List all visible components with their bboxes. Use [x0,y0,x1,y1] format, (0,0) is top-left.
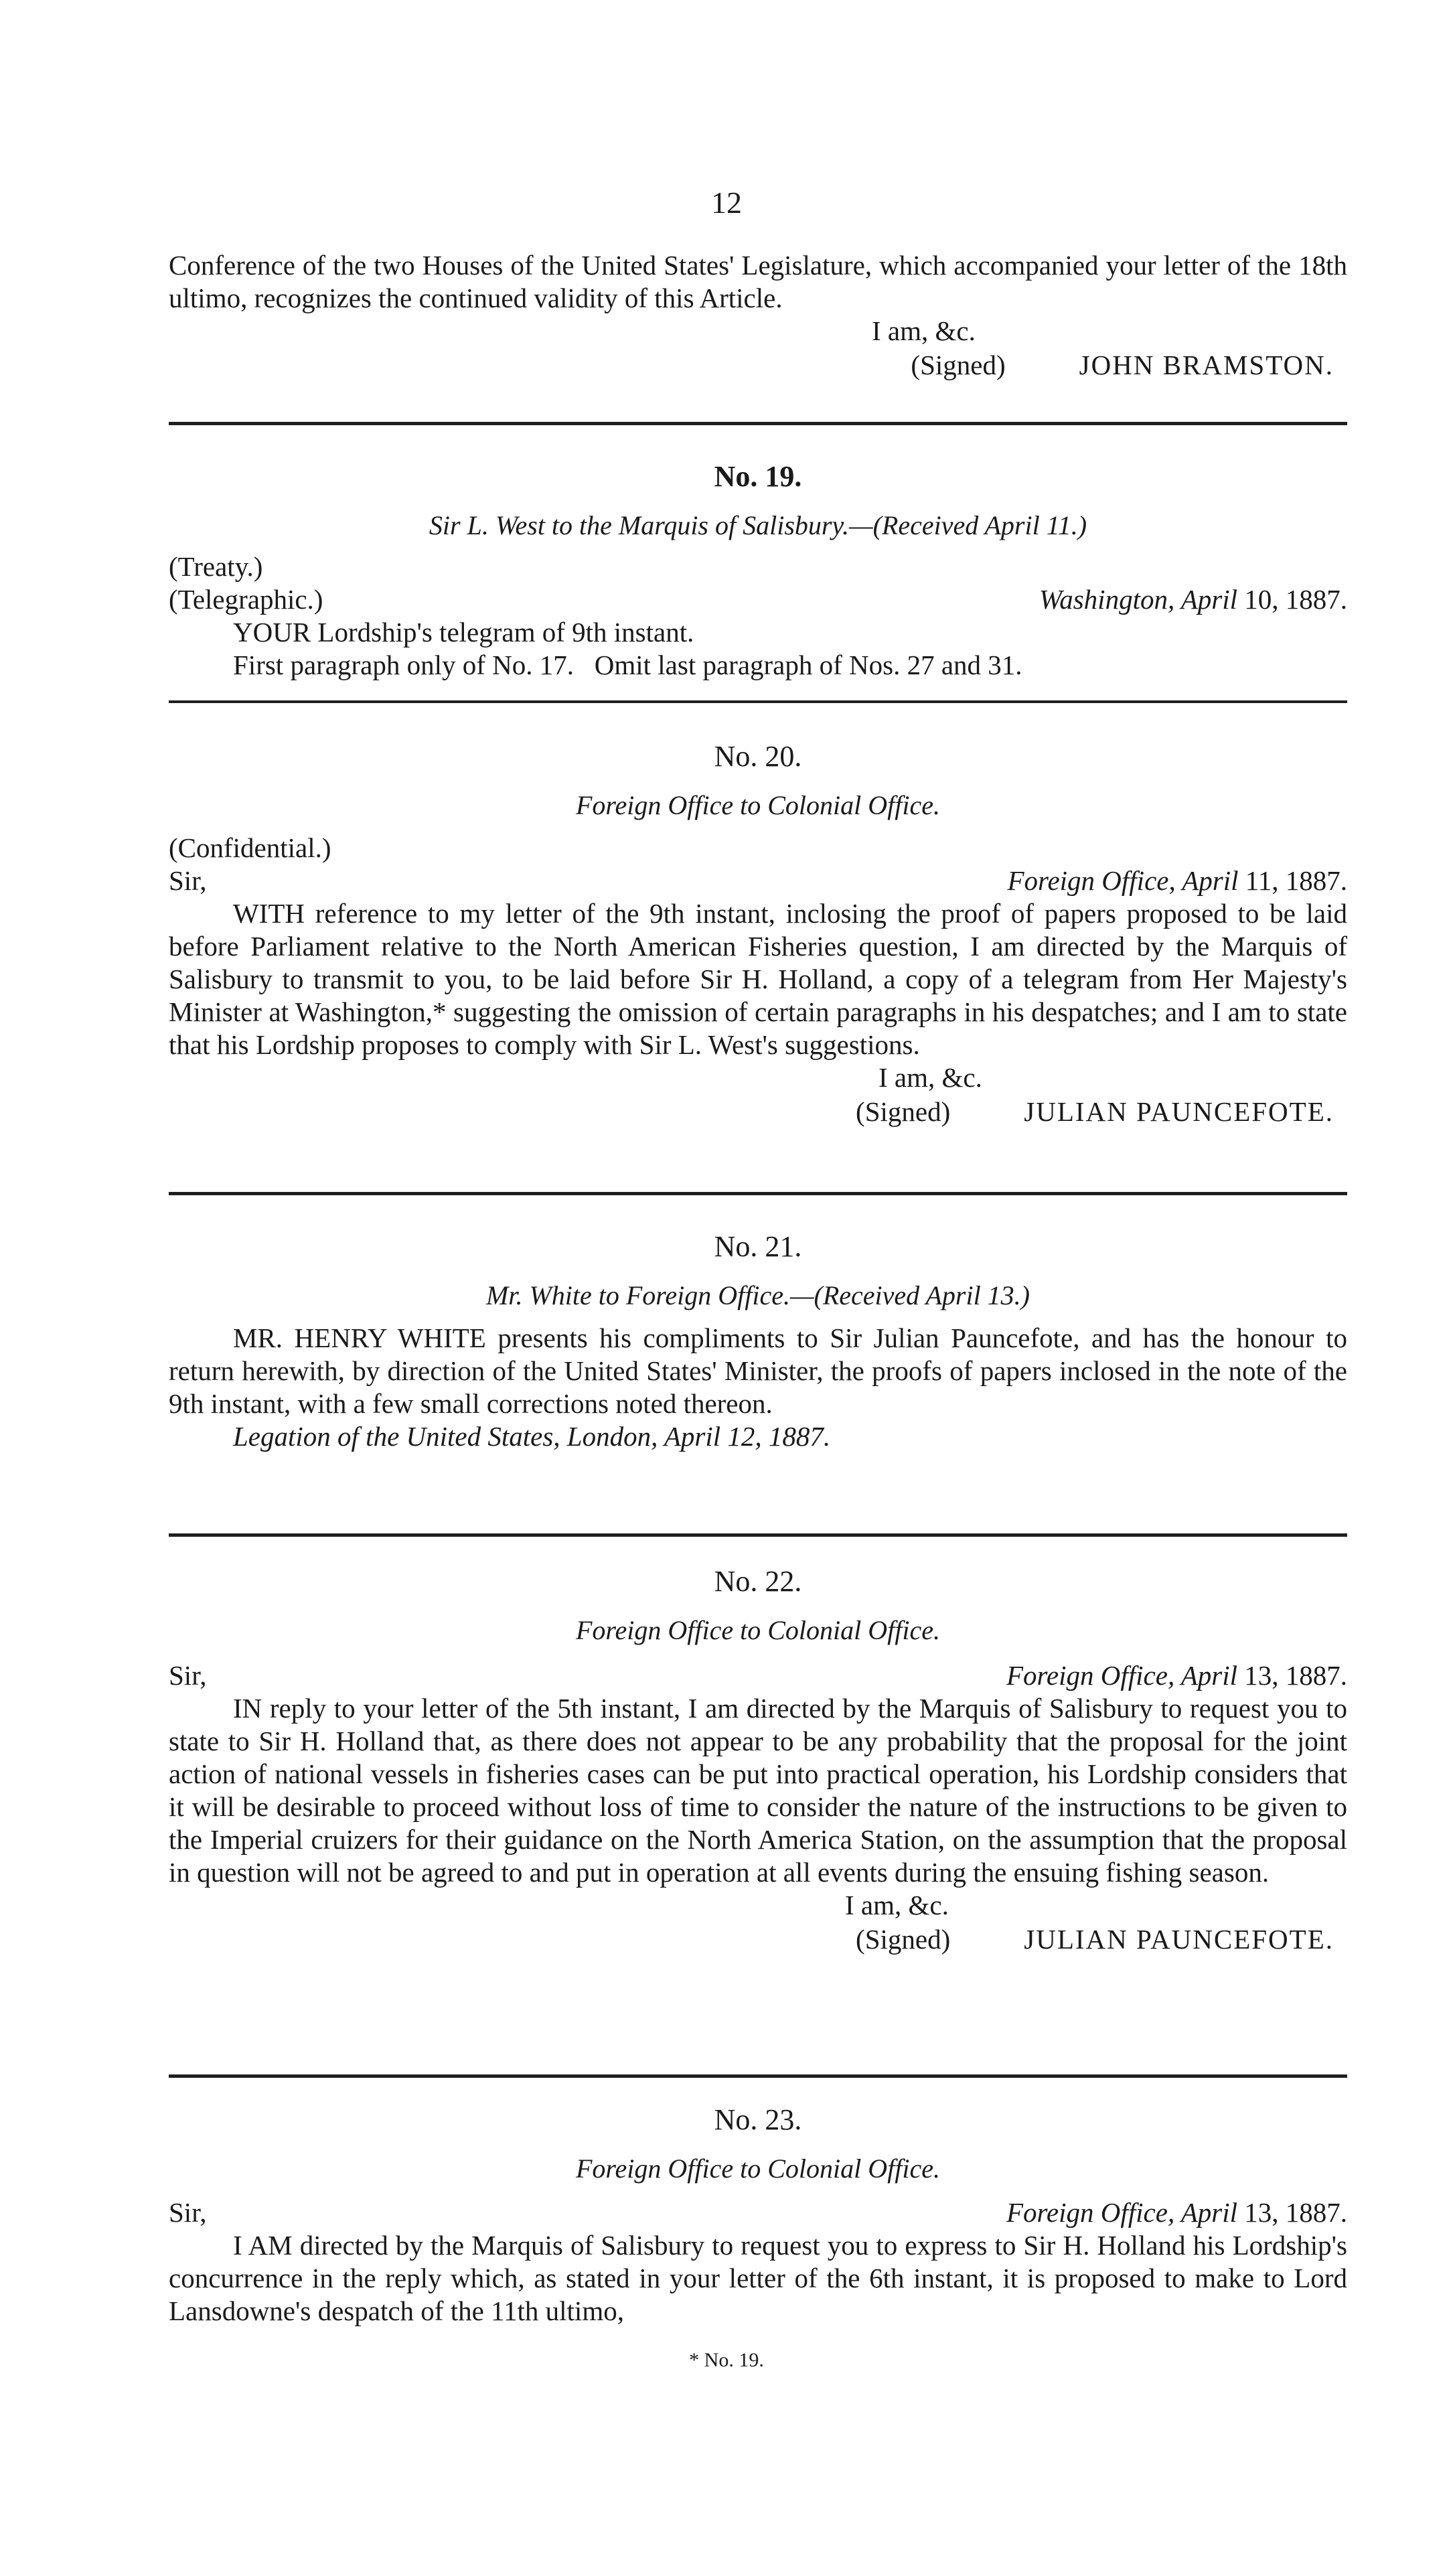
document-no-20 [169,739,1347,1129]
letter-body: IN reply to your letter of the 5th instant, I am directed by the Marquis of Salisbury to request you to state to Sir H. Holland that, as there does not appear to be any probability that the proposal for the joint action of national vessels in fisheries cases can be put into practical operation, his Lordship considers that it will be desirable to proceed without loss of time to consider the nature of the instructions to be given to the Imperial cruizers for their guidance on the North America Station, on the assumption that the proposal in question will not be agreed to and put in operation at all events during the ensuing fishing season. [169,1693,1347,1888]
signature [169,1094,1347,1129]
letter-body: I AM directed by the Marquis of Salisbury to request you to express to Sir H. Holland his Lordship's concurrence in the reply which, as stated in your letter of the 6th instant, it is proposed to make to Lord Lansdowne's despatch of the 11th ultimo, [169,2230,1347,2326]
footnote: * No. 19. [689,2349,764,2371]
treaty-tag: (Treaty.) [169,551,263,582]
note-body: MR. HENRY WHITE presents his compliments to Sir Julian Pauncefote, and has the honour to return herewith, by direction of the United States' Minister, the proofs of papers inclosed in the note of the 9th instant, with a few small corrections noted thereon. [169,1322,1347,1419]
telegraphic-line [169,583,1347,616]
salutation-line [169,2196,1347,2229]
confidential-line [169,832,1347,864]
page-number: 12 [711,185,742,220]
place-date: Foreign Office, April 13, 1887. [1006,1660,1347,1691]
document-no-21 [169,1229,1347,1453]
document-number: No. 23. [714,2103,802,2136]
telegram-line-1: YOUR Lordship's telegram of 9th instant. [233,617,694,648]
closing: I am, &c. [878,1062,982,1093]
signature [169,348,1347,382]
salutation-line [169,1659,1347,1692]
divider [169,1533,1347,1537]
document-subtitle: Sir L. West to the Marquis of Salisbury.—(Received April 11.) [429,510,1087,540]
document-no-19 [169,459,1347,682]
telegraphic-tag: (Telegraphic.) [169,584,323,615]
confidential-tag: (Confidential.) [169,832,331,863]
salutation: Sir, [169,2197,207,2228]
place-date: Foreign Office, April 11, 1887. [1007,865,1347,896]
divider [169,700,1347,703]
tag-line [169,550,1347,583]
place-date: Legation of the United States, London, April 12, 1887. [233,1421,831,1452]
signatory: JOHN BRAMSTON. [1079,350,1334,380]
document-number: No. 21. [714,1230,802,1263]
document-no-23 [169,2103,1347,2328]
continuation-text: Conference of the two Houses of the United States' Legislature, which accompanied your letter of the 18th ultimo, recognizes the continued validity of this Article. [169,250,1347,313]
signature [169,1922,1347,1957]
document-subtitle: Foreign Office to Colonial Office. [576,1615,940,1645]
signed-label: (Signed) [856,1924,951,1955]
signatory: JULIAN PAUNCEFOTE. [1024,1924,1334,1955]
place-date: Washington, April 10, 1887. [1039,584,1347,615]
signed-label: (Signed) [856,1096,951,1127]
continuation-section [169,249,1347,382]
salutation: Sir, [169,1660,207,1691]
document-subtitle: Mr. White to Foreign Office.—(Received April 13.) [485,1280,1030,1310]
divider [169,422,1347,425]
document-no-22 [169,1564,1347,1957]
signatory: JULIAN PAUNCEFOTE. [1024,1096,1334,1127]
document-number: No. 19. [714,460,802,493]
telegram-line-2: First paragraph only of No. 17. Omit last paragraph of Nos. 27 and 31. [233,650,1022,680]
salutation: Sir, [169,865,207,896]
document-subtitle: Foreign Office to Colonial Office. [576,790,940,820]
closing: I am, &c. [872,315,976,346]
divider [169,2074,1347,2078]
salutation-line [169,864,1347,897]
document-number: No. 22. [714,1565,802,1598]
document-subtitle: Foreign Office to Colonial Office. [576,2153,940,2184]
divider [169,1192,1347,1195]
signed-label: (Signed) [911,350,1006,380]
letter-body: WITH reference to my letter of the 9th instant, inclosing the proof of papers proposed to be laid before Parliament relative to the North American Fisheries question, I am directed by the Marquis of Salisbury to transmit to you, to be laid before Sir H. Holland, a copy of a telegram from Her Majesty's Minister at Washington,* suggesting the omission of certain paragraphs in his despatches; and I am to state that his Lordship proposes to comply with Sir L. West's suggestions. [169,898,1347,1060]
document-number: No. 20. [714,740,802,773]
closing: I am, &c. [845,1890,949,1920]
place-date: Foreign Office, April 13, 1887. [1006,2197,1347,2228]
